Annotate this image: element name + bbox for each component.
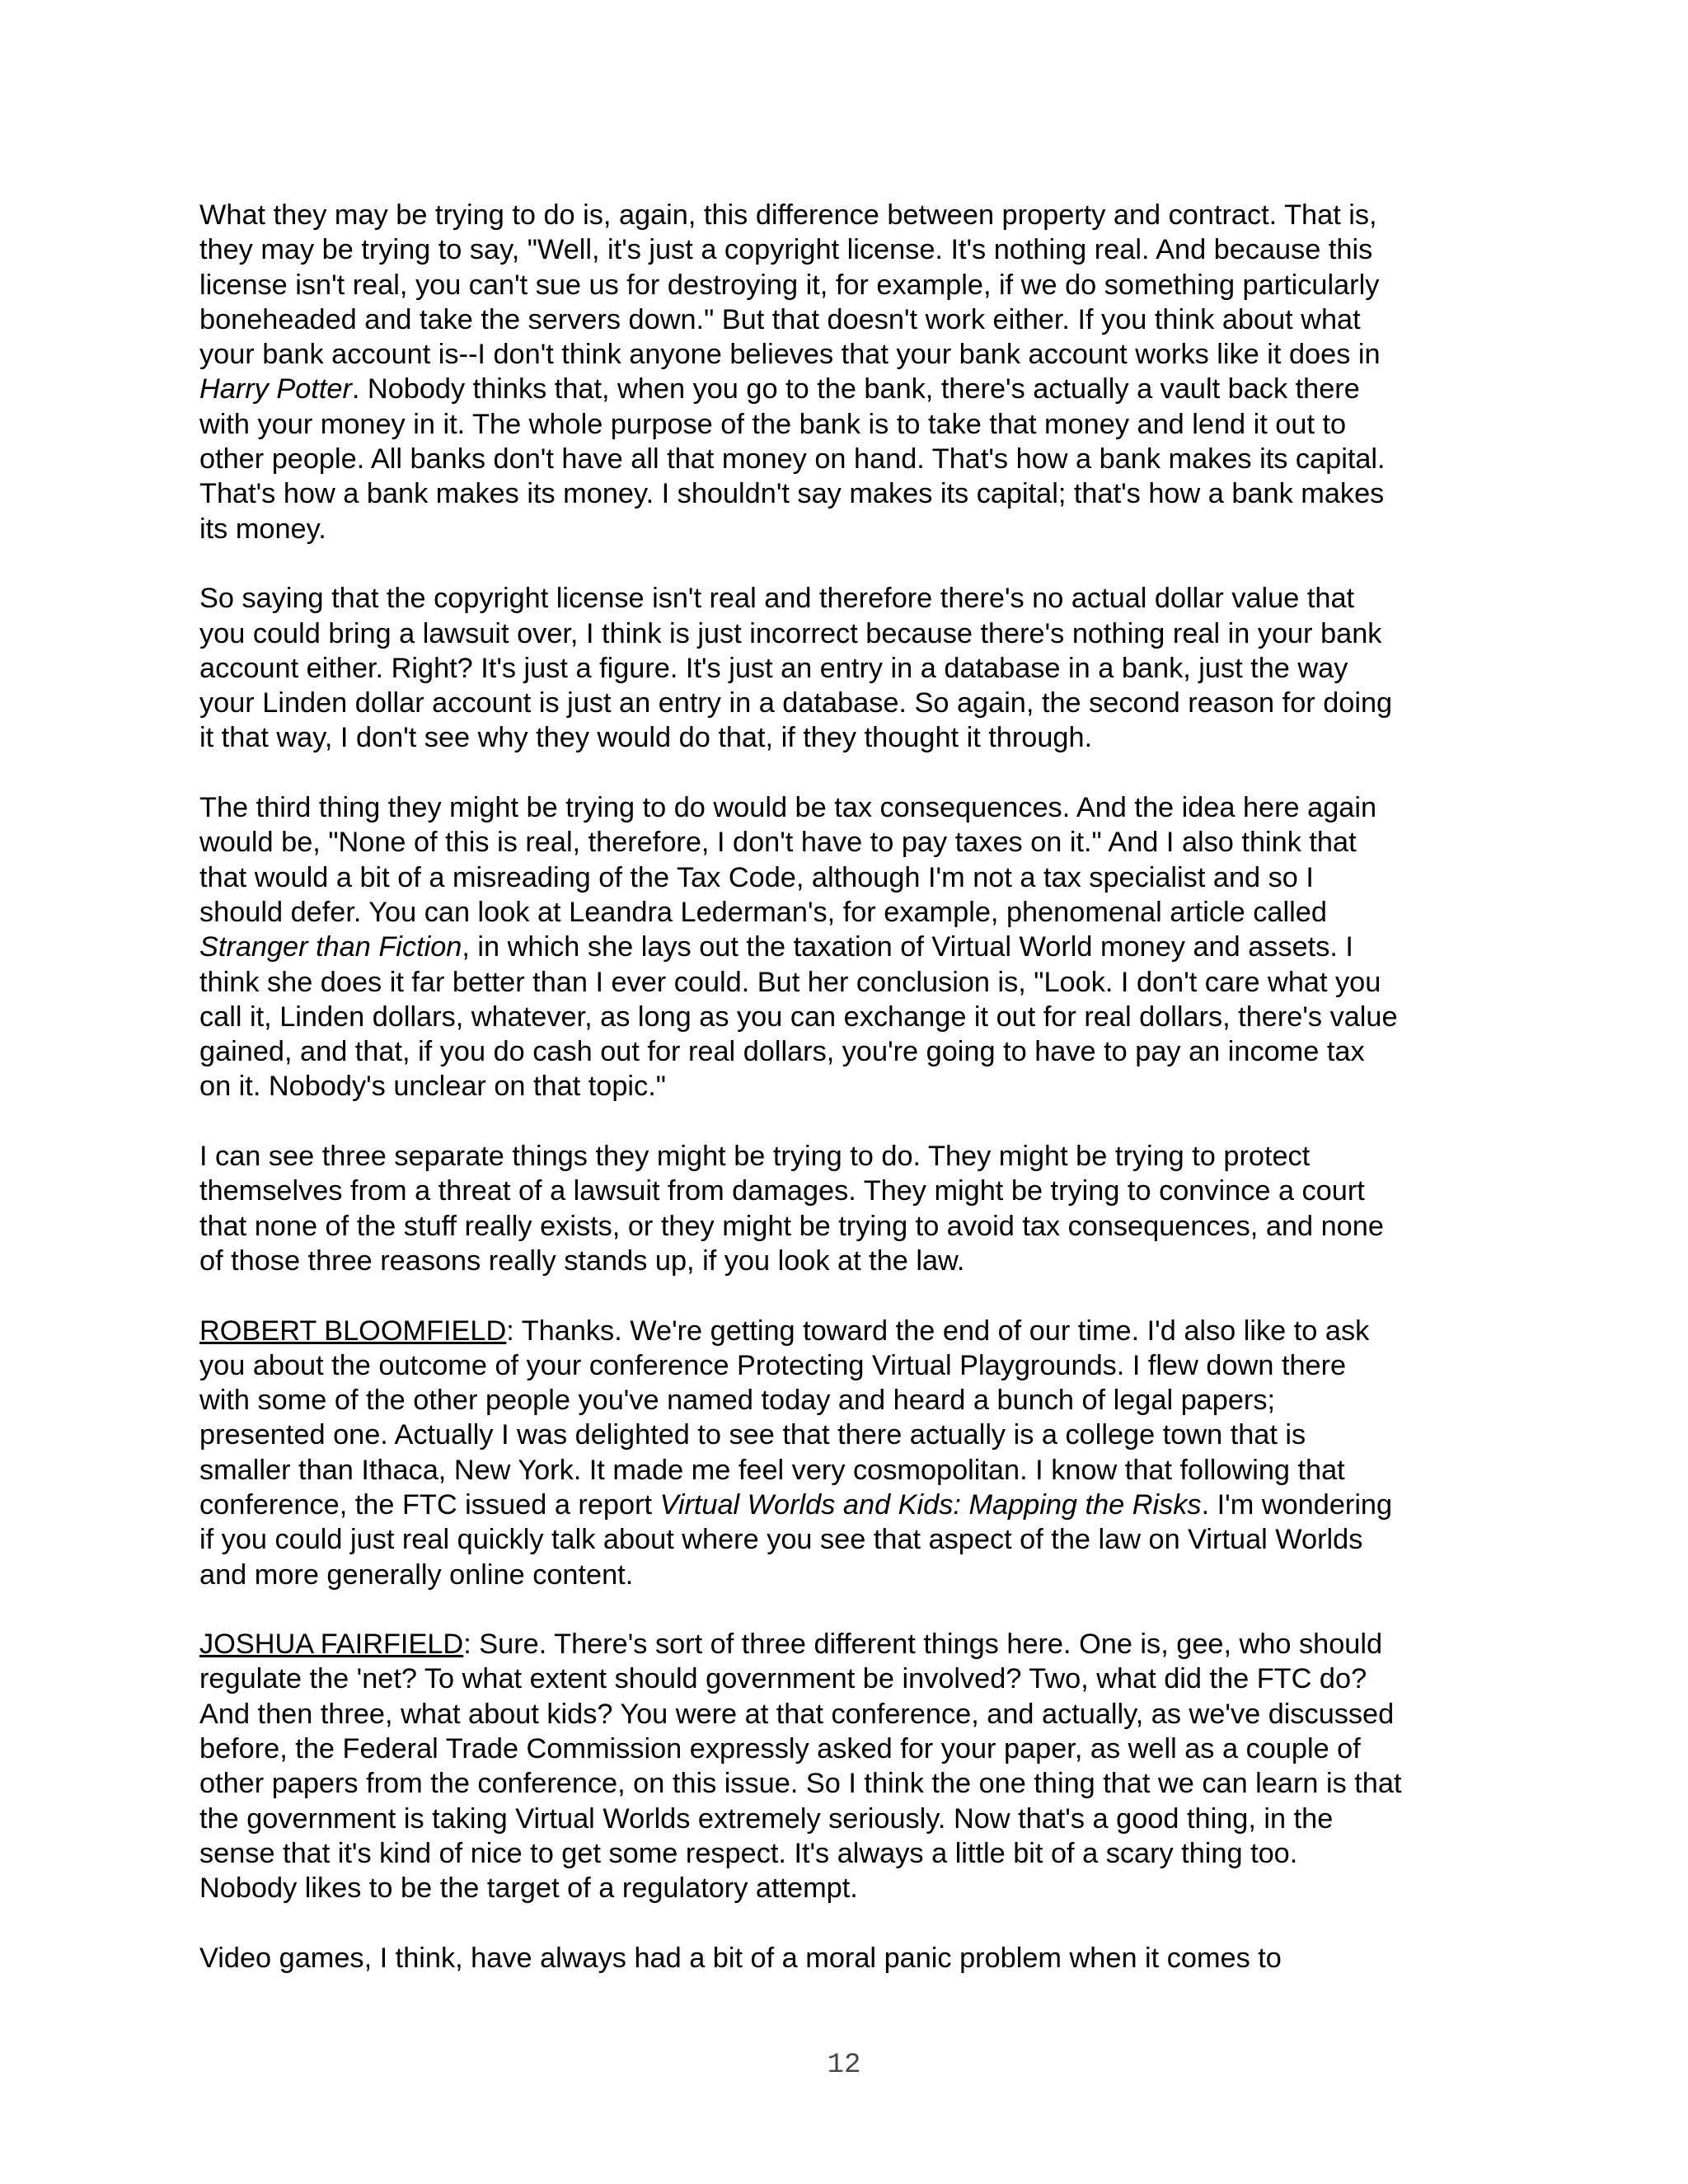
text-line bbox=[199, 337, 1510, 372]
text-line bbox=[199, 860, 1510, 895]
text-run: other people. All banks don't have all that money on hand. That's how a bank makes its capital. bbox=[199, 443, 1386, 476]
text-run: with your money in it. The whole purpose of the bank is to take that money and lend it out to bbox=[199, 408, 1347, 440]
text-line bbox=[199, 1871, 1510, 1905]
text-run: of those three reasons really stands up, if you look at the law. bbox=[199, 1244, 965, 1277]
paragraph bbox=[199, 1941, 1510, 1975]
text-line bbox=[199, 1627, 1510, 1661]
document-body bbox=[199, 198, 1510, 2010]
paragraph bbox=[199, 198, 1510, 546]
text-run: : Thanks. We're getting toward the end of our time. I'd also like to ask bbox=[506, 1315, 1370, 1347]
text-line bbox=[199, 1836, 1510, 1871]
text-line bbox=[199, 407, 1510, 442]
text-line bbox=[199, 1766, 1510, 1801]
text-line bbox=[199, 442, 1510, 476]
text-run: Nobody likes to be the target of a regulatory attempt. bbox=[199, 1872, 858, 1905]
text-line bbox=[199, 476, 1510, 511]
text-run: it that way, I don't see why they would do that, if they thought it through. bbox=[199, 722, 1093, 754]
text-line bbox=[199, 1069, 1510, 1104]
paragraph bbox=[199, 1139, 1510, 1278]
text-run: license isn't real, you can't sue us for destroying it, for example, if we do something particularly bbox=[199, 269, 1380, 301]
text-line bbox=[199, 930, 1510, 964]
text-line bbox=[199, 268, 1510, 302]
paragraph bbox=[199, 790, 1510, 1104]
speaker-name: ROBERT BLOOMFIELD bbox=[199, 1315, 507, 1347]
text-line bbox=[199, 1941, 1510, 1975]
text-run: And then three, what about kids? You were at that conference, and actually, as we've discussed bbox=[199, 1698, 1395, 1730]
text-run: other papers from the conference, on this issue. So I think the one thing that we can learn is that bbox=[199, 1768, 1402, 1800]
text-run: and more generally online content. bbox=[199, 1558, 634, 1591]
text-line bbox=[199, 965, 1510, 1000]
text-run: your bank account is--I don't think anyone believes that your bank account works like it does in bbox=[199, 339, 1381, 371]
text-run: before, the Federal Trade Commission expressly asked for your paper, as well as a couple of bbox=[199, 1733, 1361, 1765]
text-line bbox=[199, 1418, 1510, 1452]
text-run: on it. Nobody's unclear on that topic." bbox=[199, 1071, 666, 1103]
text-run: call it, Linden dollars, whatever, as long as you can exchange it out for real dollars, there's value bbox=[199, 1001, 1398, 1033]
text-line bbox=[199, 302, 1510, 337]
text-line bbox=[199, 1209, 1510, 1244]
speaker-name: JOSHUA FAIRFIELD bbox=[199, 1629, 464, 1661]
italic-title: Stranger than Fiction bbox=[199, 931, 462, 963]
text-run: its money. bbox=[199, 513, 326, 545]
text-run: you could bring a lawsuit over, I think is just incorrect because there's nothing real in your bank bbox=[199, 617, 1382, 649]
text-run: that would a bit of a misreading of the Tax Code, although I'm not a tax specialist and so I bbox=[199, 861, 1314, 893]
text-run: presented one. Actually I was delighted to see that there actually is a college town that is bbox=[199, 1419, 1306, 1451]
text-line bbox=[199, 1139, 1510, 1174]
text-line bbox=[199, 1522, 1510, 1557]
text-line bbox=[199, 1488, 1510, 1522]
text-run: account either. Right? It's just a figure. It's just an entry in a database in a bank, just the way bbox=[199, 652, 1348, 684]
text-run: I can see three separate things they might be trying to do. They might be trying to protect bbox=[199, 1141, 1311, 1173]
text-run: would be, "None of this is real, therefore, I don't have to pay taxes on it." And I also think that bbox=[199, 827, 1357, 859]
text-run: should defer. You can look at Leandra Lederman's, for example, phenomenal article called bbox=[199, 896, 1327, 928]
text-line bbox=[199, 1383, 1510, 1418]
text-run: . Nobody thinks that, when you go to the bank, there's actually a vault back there bbox=[351, 373, 1360, 405]
text-line bbox=[199, 720, 1510, 755]
text-line bbox=[199, 1348, 1510, 1383]
text-line bbox=[199, 1732, 1510, 1766]
text-line bbox=[199, 895, 1510, 930]
text-line bbox=[199, 1453, 1510, 1488]
italic-title: Harry Potter bbox=[199, 373, 352, 405]
text-line bbox=[199, 1697, 1510, 1732]
text-line bbox=[199, 1661, 1510, 1696]
text-run: So saying that the copyright license isn't real and therefore there's no actual dollar value that bbox=[199, 583, 1355, 615]
text-run: sense that it's kind of nice to get some respect. It's always a little bit of a scary thing too. bbox=[199, 1837, 1298, 1869]
text-line bbox=[199, 651, 1510, 686]
text-run: The third thing they might be trying to do would be tax consequences. And the idea here again bbox=[199, 792, 1377, 824]
text-line bbox=[199, 1558, 1510, 1592]
text-run: That's how a bank makes its money. I shouldn't say makes its capital; that's how a bank makes bbox=[199, 478, 1385, 510]
text-run: the government is taking Virtual Worlds extremely seriously. Now that's a good thing, in the bbox=[199, 1802, 1334, 1835]
text-run: , in which she lays out the taxation of Virtual World money and assets. I bbox=[462, 931, 1353, 963]
text-line bbox=[199, 1000, 1510, 1034]
text-run: conference, the FTC issued a report bbox=[199, 1488, 660, 1521]
text-run: if you could just real quickly talk about where you see that aspect of the law on Virtual Worlds bbox=[199, 1524, 1363, 1556]
text-line bbox=[199, 825, 1510, 860]
text-run: you about the outcome of your conference Protecting Virtual Playgrounds. I flew down there bbox=[199, 1349, 1347, 1381]
paragraph bbox=[199, 1314, 1510, 1592]
text-run: . I'm wondering bbox=[1201, 1488, 1393, 1521]
paragraph bbox=[199, 581, 1510, 755]
text-run: regulate the 'net? To what extent should government be involved? Two, what did the FTC do? bbox=[199, 1663, 1367, 1695]
text-line bbox=[199, 1174, 1510, 1208]
text-line bbox=[199, 1802, 1510, 1836]
text-run: What they may be trying to do is, again, this difference between property and contract. That is, bbox=[199, 199, 1377, 231]
text-run: with some of the other people you've named today and heard a bunch of legal papers; bbox=[199, 1385, 1275, 1417]
text-run: that none of the stuff really exists, or they might be trying to avoid tax consequences, and none bbox=[199, 1210, 1384, 1242]
text-run: themselves from a threat of a lawsuit from damages. They might be trying to convince a court bbox=[199, 1175, 1365, 1207]
text-run: gained, and that, if you do cash out for real dollars, you're going to have to pay an income tax bbox=[199, 1036, 1365, 1068]
text-line bbox=[199, 512, 1510, 546]
text-run: smaller than Ithaca, New York. It made me feel very cosmopolitan. I know that following that bbox=[199, 1454, 1345, 1486]
text-run: think she does it far better than I ever could. But her conclusion is, "Look. I don't care what you bbox=[199, 966, 1381, 998]
text-line bbox=[199, 198, 1510, 232]
italic-title: Virtual Worlds and Kids: Mapping the Risks bbox=[659, 1488, 1202, 1521]
text-run: Video games, I think, have always had a bit of a moral panic problem when it comes to bbox=[199, 1942, 1282, 1974]
text-line bbox=[199, 1034, 1510, 1069]
text-line bbox=[199, 790, 1510, 825]
text-line bbox=[199, 616, 1510, 651]
text-run: : Sure. There's sort of three different things here. One is, gee, who should bbox=[463, 1629, 1383, 1661]
text-run: boneheaded and take the servers down." But that doesn't work either. If you think about what bbox=[199, 303, 1361, 335]
paragraph bbox=[199, 1627, 1510, 1905]
text-line bbox=[199, 1244, 1510, 1278]
page-number: 12 bbox=[827, 2050, 861, 2081]
text-run: your Linden dollar account is just an entry in a database. So again, the second reason for doing bbox=[199, 687, 1393, 719]
text-line bbox=[199, 372, 1510, 406]
text-line bbox=[199, 232, 1510, 267]
text-line bbox=[199, 1314, 1510, 1348]
text-run: they may be trying to say, "Well, it's just a copyright license. It's nothing real. And because this bbox=[199, 234, 1373, 266]
text-line bbox=[199, 686, 1510, 720]
text-line bbox=[199, 581, 1510, 616]
